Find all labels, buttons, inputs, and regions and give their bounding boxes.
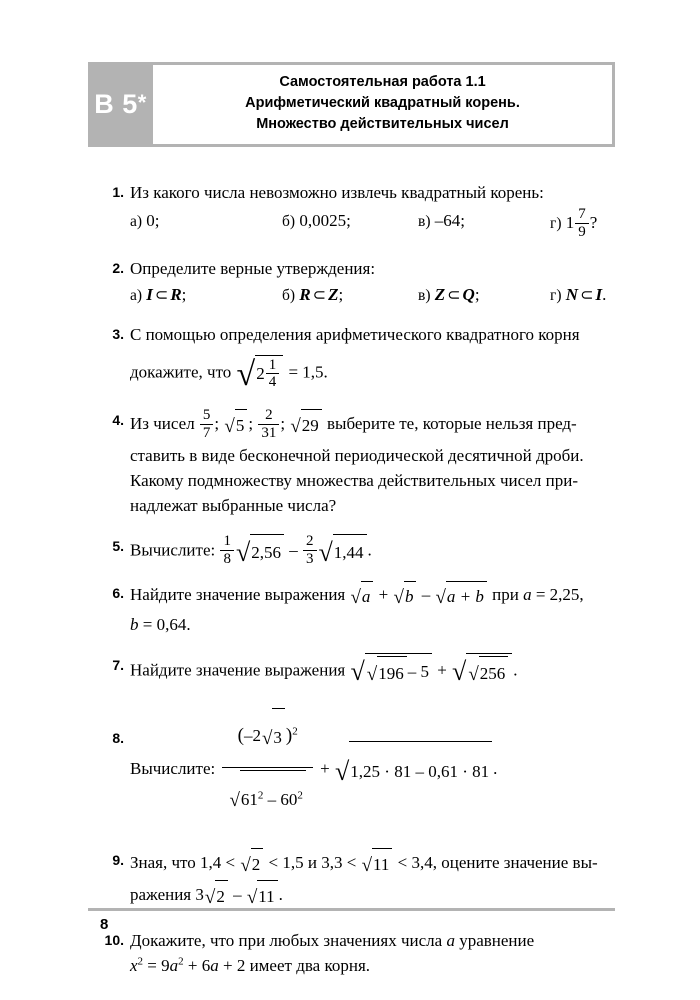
conjunction: и xyxy=(307,853,317,873)
problem-1-option-v xyxy=(418,207,550,242)
footer-divider xyxy=(88,908,615,911)
problem-8-lead: Вычислите: xyxy=(130,758,216,778)
equation-plus-1: + 6 xyxy=(187,956,211,976)
problem-1-option-a xyxy=(130,207,282,242)
inner-radical-196: √196 xyxy=(367,656,407,690)
problem-9-lead: Зная, что xyxy=(130,853,196,873)
coefficient-2-3: $\frac{2}{3}$ xyxy=(303,533,317,568)
problem-9-body xyxy=(130,848,656,912)
plus-operator: + xyxy=(378,584,389,604)
radical-a-plus-b: √a + b xyxy=(435,581,486,611)
problem-4-body xyxy=(130,408,656,518)
problem-1-text: Из какого числа невозможно извлечь квадратный корень: xyxy=(130,183,544,202)
radical-2-expr: √2 xyxy=(205,880,228,912)
problem-2-option-g xyxy=(550,283,606,308)
option-v-label: в) xyxy=(418,286,431,304)
problem-4-number: 4. xyxy=(112,412,124,429)
problem-8-tail: . xyxy=(493,758,498,778)
problem-10-line-1 xyxy=(130,928,656,953)
coefficient-3: 3 xyxy=(195,885,204,905)
outer-radical-2: √ √256 xyxy=(452,653,512,690)
variant-badge-star: * xyxy=(137,90,147,115)
inner-radical-256: √256 xyxy=(468,656,508,690)
problem-6-lead: Найдите значение выражения xyxy=(130,584,346,604)
subset-symbol: ⊂ xyxy=(580,286,594,304)
problem-7-lead: Найдите значение выражения xyxy=(130,660,346,680)
option-a-label: а) xyxy=(130,213,143,230)
exponent-2: 2 xyxy=(137,955,144,968)
variant-badge-text: В 5* xyxy=(94,89,147,119)
problem-1-body xyxy=(130,180,656,242)
problem-6-line-2 xyxy=(130,611,656,639)
sep-2: ; xyxy=(248,414,254,434)
problem-5 xyxy=(100,534,656,569)
problem-2-option-b xyxy=(282,283,418,308)
problem-8-number: 8. xyxy=(112,729,124,746)
problem-list xyxy=(100,180,656,987)
worksheet-header xyxy=(88,62,615,147)
option-g-set-right: I xyxy=(595,284,603,304)
radical-1-44: √1,44 xyxy=(319,534,367,569)
condition-lead: при xyxy=(492,584,519,604)
equation-mid: = 9 xyxy=(147,956,170,976)
plus-operator: + xyxy=(320,758,330,778)
equation-plus-2: + 2 xyxy=(222,956,246,976)
problem-1-option-b xyxy=(282,207,418,242)
problem-6-number: 6. xyxy=(112,584,124,601)
problem-2-option-a xyxy=(130,283,282,308)
radical-11-expr: √11 xyxy=(247,880,278,912)
problem-4-line-2: ставить в виде бесконечной периодической десятичной дроби. xyxy=(130,445,584,465)
radical-mixed-fraction: √2 $\frac{1}{4}$ xyxy=(237,355,284,393)
exponent-2: 2 xyxy=(178,955,184,968)
variant-badge xyxy=(88,62,153,147)
option-a-set-left: I xyxy=(146,284,153,304)
problem-9-tail: . xyxy=(278,885,283,905)
inequality-2-lower: 3,3 < xyxy=(321,853,357,873)
option-b-label: б) xyxy=(282,286,296,304)
title-line-1: Самостоятельная работа 1.1 xyxy=(279,73,486,90)
option-a-value: 0; xyxy=(146,211,160,230)
problem-8 xyxy=(100,710,656,830)
inner-fraction: $\frac{1}{4}$ xyxy=(266,357,280,392)
option-b-tail: ; xyxy=(338,284,344,304)
coefficient-1-8: $\frac{1}{8}$ xyxy=(220,533,234,568)
radical-2: √2 xyxy=(240,848,263,880)
problem-9-text-end: оцените значение вы- xyxy=(441,853,598,873)
option-a-label: а) xyxy=(130,286,143,304)
variable-b: b xyxy=(130,614,139,634)
problem-2-text: Определите верные утверждения: xyxy=(130,258,376,278)
problem-10-body xyxy=(130,928,656,978)
subset-symbol: ⊂ xyxy=(312,286,327,304)
title-line-2: Арифметический квадратный корень. xyxy=(245,94,520,111)
problem-10-line-2 xyxy=(130,953,656,978)
equation-tail: имеет два корня. xyxy=(249,956,371,976)
problem-5-tail: . xyxy=(367,540,372,560)
radical-3: √3 xyxy=(262,708,285,766)
option-v-set-right: Q xyxy=(462,284,475,304)
problem-3-lead: докажите, что xyxy=(130,362,232,382)
option-g-label: г) xyxy=(550,286,562,304)
inequality-2-upper: < 3,4, xyxy=(397,853,437,873)
fraction-numerator: (–2√3 )$^2$ xyxy=(222,708,312,767)
main-fraction xyxy=(222,708,312,828)
option-b-label: б) xyxy=(282,213,296,230)
option-b-set-left: R xyxy=(299,284,311,304)
problem-1 xyxy=(100,180,656,242)
problem-4 xyxy=(100,408,656,518)
problem-7-body xyxy=(130,653,656,690)
value-b: = 0,64. xyxy=(142,614,191,634)
problem-6-body xyxy=(130,581,656,639)
option-g-set-left: N xyxy=(565,284,579,304)
problem-9-number: 9. xyxy=(112,852,124,869)
fraction-5-7: $\frac{5}{7}$ xyxy=(200,407,214,442)
problem-3-body xyxy=(130,322,656,393)
variable-a: a xyxy=(446,931,455,951)
problem-1-option-g xyxy=(550,207,597,242)
variable-a: a xyxy=(210,956,219,976)
problem-10-word-equation: уравнение xyxy=(459,931,535,951)
problem-7-tail: . xyxy=(513,660,518,680)
option-a-set-right: R xyxy=(170,284,182,304)
variable-a: a xyxy=(169,956,179,976)
title-box xyxy=(153,62,615,147)
title-line-3: Множество действительных чисел xyxy=(256,116,509,132)
option-a-tail: ; xyxy=(181,284,187,304)
radical-b: √b xyxy=(394,581,417,611)
problem-9 xyxy=(100,848,656,912)
problem-1-options xyxy=(130,207,656,242)
problem-4-line-3: Какому подмножеству множества действительных чисел при- xyxy=(130,470,578,490)
problem-5-lead: Вычислите: xyxy=(130,540,216,560)
plus-operator: + xyxy=(437,660,447,680)
radical-61-sq-minus-60-sq: $√61^2 - 60^2$ xyxy=(229,770,305,828)
option-v-tail: ; xyxy=(474,284,480,304)
variable-a: a xyxy=(523,584,532,604)
radical-a: √a xyxy=(350,581,373,611)
option-g-value: 1 $\frac{7}{9}$ ? xyxy=(565,206,598,240)
problem-3-line-1: С помощью определения арифметического квадратного корня xyxy=(130,324,580,344)
fraction-2-31: $\frac{2}{31}$ xyxy=(258,407,279,442)
problem-2-number: 2. xyxy=(112,259,124,276)
minus-operator: – xyxy=(233,885,242,905)
outer-radical-1: √ √196 – 5 xyxy=(350,653,431,690)
problem-3 xyxy=(100,322,656,393)
radical-11: √11 xyxy=(362,848,393,880)
variable-x: x xyxy=(130,956,138,976)
problem-4-lead: Из чисел xyxy=(130,414,195,434)
sep-3: ; xyxy=(280,414,286,434)
mixed-fraction: $\frac{7}{9}$ xyxy=(575,206,589,241)
inequality-1-upper: < 1,5 xyxy=(268,853,304,873)
inner-tail: – 5 xyxy=(407,661,429,681)
fraction-denominator xyxy=(222,767,312,828)
problem-7 xyxy=(100,653,656,690)
problem-1-number: 1. xyxy=(112,184,124,200)
problem-3-equals: = 1,5. xyxy=(288,362,328,382)
problem-5-number: 5. xyxy=(112,537,124,554)
option-g-label: г) xyxy=(550,215,562,233)
option-g-tail: . xyxy=(602,284,607,304)
problem-8-body xyxy=(130,710,656,830)
minus-operator: – xyxy=(289,540,298,560)
sep-1: ; xyxy=(214,414,220,434)
problem-10 xyxy=(100,928,656,978)
problem-2-body xyxy=(130,256,656,308)
problem-4-line-1 xyxy=(130,408,656,443)
option-b-set-right: Z xyxy=(328,284,339,304)
problem-10-lead: Докажите, что при любых значениях числа xyxy=(130,931,443,951)
radical-29: √29 xyxy=(290,409,321,441)
option-v-label: в) xyxy=(418,213,431,230)
radical-product-expression: √1,25 · 81 – 0,61 · 81 xyxy=(335,741,492,800)
problem-5-body xyxy=(130,534,656,569)
problem-7-number: 7. xyxy=(112,656,124,673)
problem-6 xyxy=(100,581,656,639)
problem-4-text-end: выберите те, которые нельзя пред- xyxy=(327,414,577,434)
option-v-set-left: Z xyxy=(434,284,446,304)
problem-10-number: 10. xyxy=(104,932,124,949)
problem-3-number: 3. xyxy=(112,325,124,342)
subset-symbol: ⊂ xyxy=(154,286,169,304)
problem-2-option-v xyxy=(418,283,550,308)
option-b-value: 0,0025; xyxy=(299,211,351,230)
problem-2 xyxy=(100,256,656,308)
page-number: 8 xyxy=(100,916,109,933)
problem-2-options xyxy=(130,283,656,308)
minus-operator: – xyxy=(421,584,431,604)
subset-symbol: ⊂ xyxy=(447,286,461,304)
problem-9-line2-lead: ражения xyxy=(130,885,192,905)
problem-4-line-4: надлежат выбранные числа? xyxy=(130,495,337,515)
inequality-1-lower: 1,4 < xyxy=(199,853,236,873)
option-v-value: –64; xyxy=(434,211,465,230)
problem-3-line-2 xyxy=(130,355,656,393)
radical-2-56: √2,56 xyxy=(236,534,284,569)
radical-5: √5 xyxy=(224,409,247,441)
value-a: = 2,25, xyxy=(535,584,584,604)
